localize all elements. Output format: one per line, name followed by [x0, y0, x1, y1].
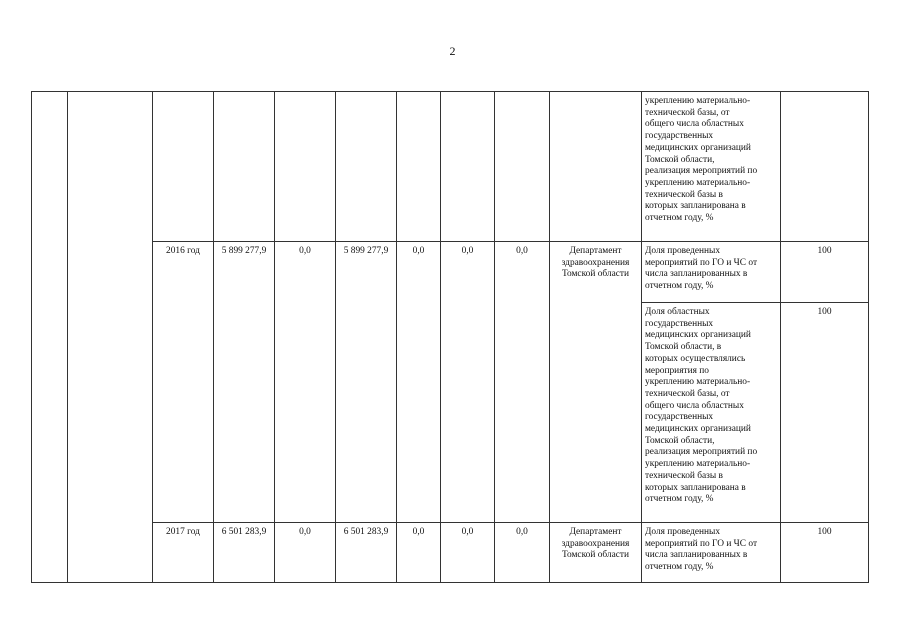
executor-cell: Департамент здравоохранения Томской области [550, 523, 642, 583]
value-cell: 0,0 [397, 523, 441, 583]
indicator-name: Доля проведенных мероприятий по ГО и ЧС от числа запланированных в отчетном году, % [642, 523, 781, 583]
cell-executor-blank [550, 92, 642, 242]
indicator-name: укреплению материально- технической базы, от общего числа областных государственных медицинских организаций Томской области, реализация мероприятий по укреплению материально- технической базы в которых запланирована в отчетном году, % [642, 92, 781, 242]
value-cell: 5 899 277,9 [336, 242, 397, 523]
program-table [31, 91, 869, 583]
value-cell: 0,0 [275, 242, 336, 523]
cell-year-blank [153, 92, 214, 242]
cell-v4-blank [441, 92, 495, 242]
table-row-continuation [32, 92, 869, 242]
value-cell: 0,0 [441, 523, 495, 583]
indicator-value-blank [781, 92, 869, 242]
indicator-name: Доля проведенных мероприятий по ГО и ЧС от числа запланированных в отчетном году, % [642, 242, 781, 303]
cell-number [32, 92, 68, 583]
total-cell: 6 501 283,9 [214, 523, 275, 583]
value-cell: 0,0 [495, 523, 550, 583]
cell-v5-blank [495, 92, 550, 242]
executor-cell: Департамент здравоохранения Томской области [550, 242, 642, 523]
year-cell: 2017 год [153, 523, 214, 583]
cell-v1-blank [275, 92, 336, 242]
indicator-value: 100 [781, 523, 869, 583]
indicator-value: 100 [781, 242, 869, 303]
indicator-value: 100 [781, 303, 869, 523]
value-cell: 0,0 [275, 523, 336, 583]
table-row-2017 [32, 523, 869, 583]
table-row-2016 [32, 242, 869, 303]
cell-task-name [68, 92, 153, 583]
year-cell: 2016 год [153, 242, 214, 523]
value-cell: 0,0 [441, 242, 495, 523]
cell-v3-blank [397, 92, 441, 242]
value-cell: 0,0 [397, 242, 441, 523]
cell-v2-blank [336, 92, 397, 242]
page-number: 2 [449, 44, 456, 58]
total-cell: 5 899 277,9 [214, 242, 275, 523]
cell-total-blank [214, 92, 275, 242]
value-cell: 6 501 283,9 [336, 523, 397, 583]
indicator-name: Доля областных государственных медицинских организаций Томской области, в которых осуществлялись мероприятия по укреплению материально- технической базы, от общего числа областных государственных медицинских организаций Томской области, реализация мероприятий по укреплению материально- технической базы в которых запланирована в отчетном году, % [642, 303, 781, 523]
value-cell: 0,0 [495, 242, 550, 523]
